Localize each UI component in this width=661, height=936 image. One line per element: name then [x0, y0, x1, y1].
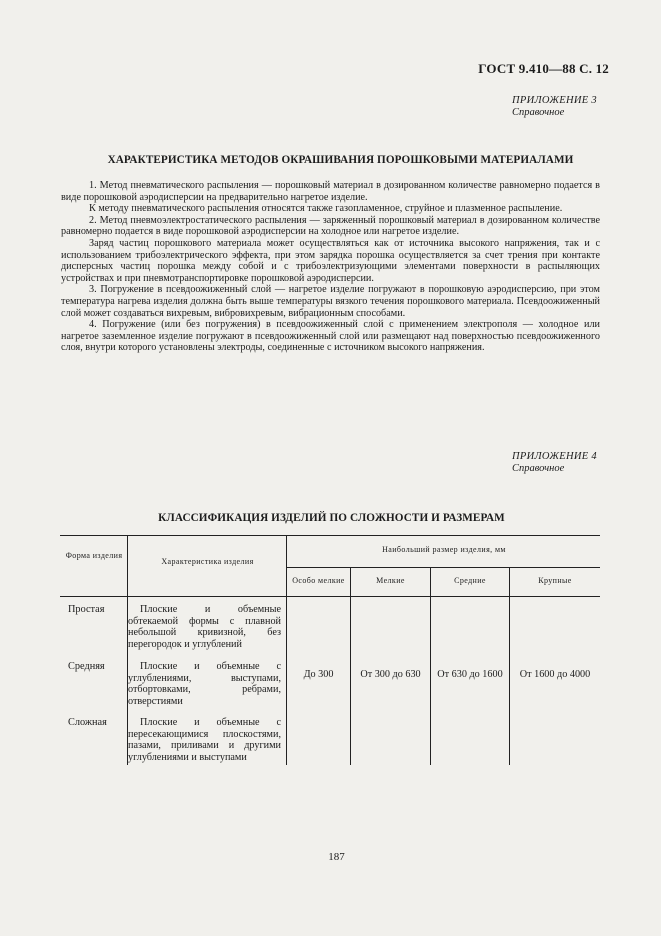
appendix-label: ПРИЛОЖЕНИЕ 3	[512, 95, 597, 106]
header-form: Форма изделия	[65, 551, 123, 560]
appendix-label: ПРИЛОЖЕНИЕ 4	[512, 451, 597, 462]
section-title-methods: ХАРАКТЕРИСТИКА МЕТОДОВ ОКРАШИВАНИЯ ПОРОШКОВЫМИ МАТЕРИАЛАМИ	[107, 154, 574, 166]
size-value-extra-small: До 300	[303, 669, 334, 680]
paragraph: К методу пневматического распыления относятся также газопламенное, струйное и плазменное распыление.	[89, 203, 563, 215]
table-col-divider	[350, 567, 351, 765]
row-form-simple: Простая	[68, 604, 105, 615]
table-rule-subheader	[286, 567, 600, 568]
header-description: Характеристика изделия	[161, 557, 254, 566]
row-form-complex: Сложная	[68, 717, 107, 728]
row-desc-text: Плоские и объемные с пересекающимися плоскостями, пазами, приливами и другими углублениями и выступами	[128, 717, 281, 763]
table-rule-header-bottom	[60, 596, 600, 597]
header-size-large: Крупные	[538, 576, 572, 585]
page-number: 187	[328, 851, 345, 863]
table-col-divider	[509, 567, 510, 765]
section-title-classification: КЛАССИФИКАЦИЯ ИЗДЕЛИЙ ПО СЛОЖНОСТИ И РАЗМЕРАМ	[158, 512, 505, 524]
table-col-divider	[286, 535, 287, 765]
paragraph: 2. Метод пневмоэлектростатического распыления — заряженный порошковый материал в дозированном количестве равномерно подается в виде порошковой аэродисперсии на холодное или нагретое изделие.	[61, 214, 600, 238]
row-desc-complex	[128, 717, 281, 763]
appendix-3-heading	[512, 95, 597, 119]
header-size-small: Мелкие	[376, 576, 405, 585]
header-size-medium: Средние	[454, 576, 486, 585]
size-value-small: От 300 до 630	[360, 669, 421, 680]
header-size-extra-small: Особо мелкие	[292, 576, 345, 585]
table-col-divider	[430, 567, 431, 765]
header-size-group: Наибольший размер изделия, мм	[382, 545, 506, 554]
row-desc-simple	[128, 604, 281, 650]
appendix-type: Справочное	[512, 107, 565, 118]
appendix-type: Справочное	[512, 463, 565, 474]
paragraph: 1. Метод пневматического распыления — порошковый материал в дозированном количестве равномерно подается в виде порошковой аэродисперсии на предварительно нагретое изделие.	[61, 180, 600, 203]
methods-body	[61, 180, 600, 354]
row-form-medium: Средняя	[68, 661, 105, 672]
appendix-4-heading	[512, 451, 597, 475]
table-rule-top	[60, 535, 600, 536]
row-desc-text: Плоские и объемные с углублениями, выступами, отбортовками, ребрами, отверстиями	[128, 661, 281, 707]
row-desc-medium	[128, 661, 281, 707]
paragraph: 4. Погружение (или без погружения) в псевдоожиженный слой с применением электрополя — холодное или нагретое заземленное изделие погружают в псевдоожиженный слой или размещают над поверхностью псевдоожиженного слоя, внутри которого установлены электроды, соединенные с источником высокого напряжения.	[61, 319, 600, 354]
row-desc-text: Плоские и объемные обтекаемой формы с плавной небольшой кривизной, без перегородок и углублений	[128, 604, 281, 650]
paragraph: 3. Погружение в псевдоожиженный слой — нагретое изделие погружают в порошковую аэродисперсию, при этом температура нагрева изделия должна быть выше температуры вязкого течения порошкового материала. Псевдоожиженный слой может создаваться вихревым, вибровихревым, вибрационным способами.	[61, 284, 600, 319]
size-value-large: От 1600 до 4000	[519, 669, 591, 680]
paragraph: Заряд частиц порошкового материала может осуществляться как от источника высокого напряжения, так и с использованием трибоэлектрического эффекта, при этом зарядка порошка осуществляется за счет трения при контакте дисперсных частиц порошка между собой и с трибоэлектризующими элементами поверхности в распыляющих устройствах и при пневмотранспортировке порошковой аэродисперсии.	[61, 237, 600, 284]
standard-reference: ГОСТ 9.410—88 С. 12	[478, 61, 609, 76]
size-value-medium: От 630 до 1600	[437, 669, 503, 680]
